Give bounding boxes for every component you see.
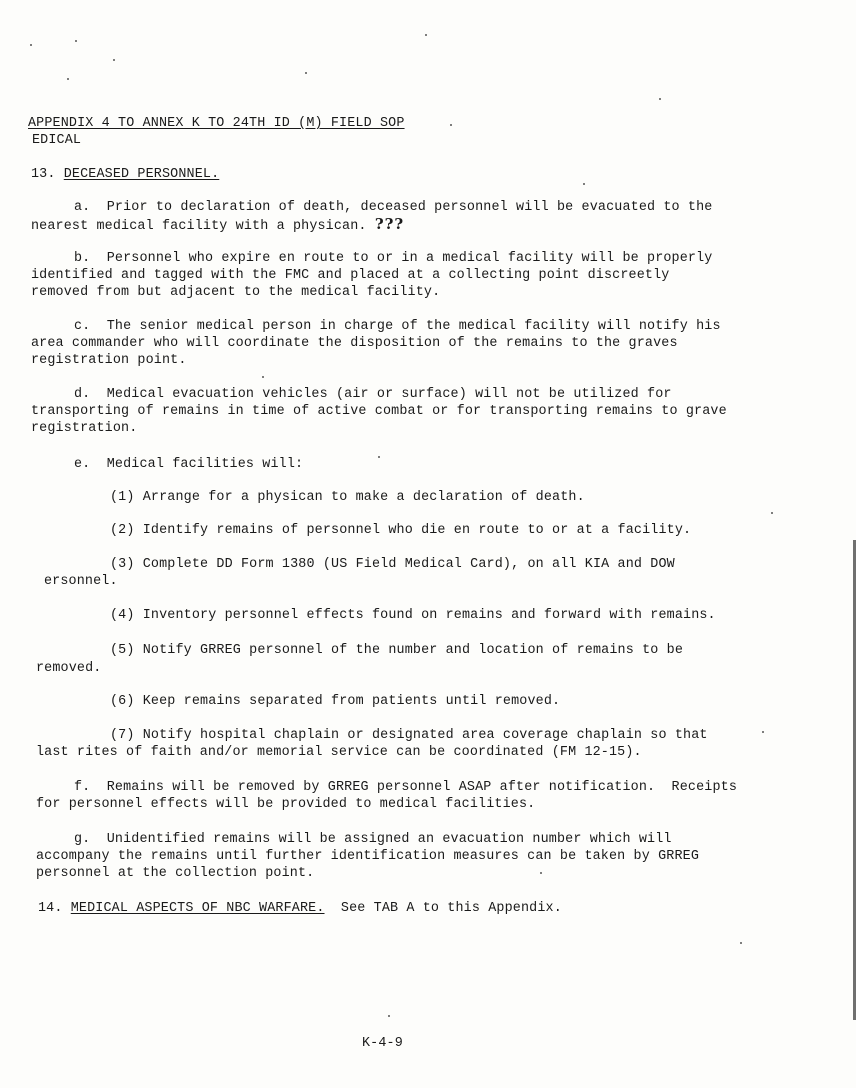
- sub-item-text: Keep remains separated from patients until removed.: [142, 694, 561, 709]
- sub-item-number: (6): [110, 694, 135, 709]
- sub-item-4: [110, 607, 716, 624]
- para-f-line-2: for personnel effects will be provided to medical facilities.: [36, 797, 536, 812]
- para-text: The senior medical person in charge of the medical facility will notify his: [106, 319, 721, 334]
- sub-item-2: [110, 522, 691, 539]
- scan-speck: [762, 731, 764, 733]
- para-label: b.: [74, 251, 91, 266]
- sub-item-text: Notify GRREG personnel of the number and location of remains to be: [142, 643, 684, 658]
- para-g-line-1: [74, 831, 672, 848]
- section-number: 14.: [38, 901, 63, 916]
- sub-item-text: Inventory personnel effects found on remains and forward with remains.: [142, 608, 716, 623]
- para-e-intro: [74, 456, 303, 473]
- section-title: MEDICAL ASPECTS OF NBC WARFARE.: [70, 901, 325, 916]
- para-label: f.: [74, 780, 91, 795]
- para-c-line-1: [74, 318, 721, 335]
- sub-item-text: Arrange for a physican to make a declaration of death.: [142, 490, 585, 505]
- handwritten-annotation: ???: [374, 215, 405, 233]
- para-d-line-2: transporting of remains in time of active combat or for transporting remains to grave: [31, 404, 727, 419]
- scan-speck: [425, 34, 427, 36]
- sub-item-3-line-2: ersonnel.: [44, 574, 118, 589]
- sub-item-text: Notify hospital chaplain or designated area coverage chaplain so that: [142, 728, 708, 743]
- section-title: DECEASED PERSONNEL.: [63, 167, 220, 182]
- scan-speck: [305, 72, 307, 74]
- section-number: 13.: [31, 167, 56, 182]
- para-text: Prior to declaration of death, deceased personnel will be evacuated to the: [106, 200, 713, 215]
- scan-speck: [67, 78, 69, 80]
- para-g-line-3: personnel at the collection point.: [36, 866, 315, 881]
- scan-speck: [378, 456, 380, 458]
- scan-speck: [583, 183, 585, 185]
- para-c-line-3: registration point.: [31, 353, 187, 368]
- section-13-heading: [31, 166, 219, 183]
- para-text: Unidentified remains will be assigned an evacuation number which will: [106, 832, 672, 847]
- sub-item-number: (3): [110, 557, 135, 572]
- para-b-line-1: [74, 250, 713, 267]
- scan-speck: [30, 44, 32, 46]
- sub-item-number: (4): [110, 608, 135, 623]
- scan-speck: [540, 872, 542, 874]
- scan-speck: [75, 40, 77, 42]
- para-text: Remains will be removed by GRREG personnel ASAP after notification. Receipts: [106, 780, 738, 795]
- sub-item-number: (5): [110, 643, 135, 658]
- scan-speck: [262, 376, 264, 378]
- para-d-line-1: [74, 386, 672, 403]
- sub-item-number: (1): [110, 490, 135, 505]
- scan-speck: [771, 512, 773, 514]
- para-label: c.: [74, 319, 91, 334]
- sub-item-number: (7): [110, 728, 135, 743]
- para-text: Personnel who expire en route to or in a medical facility will be properly: [106, 251, 713, 266]
- para-label: d.: [74, 387, 91, 402]
- para-g-line-2: accompany the remains until further identification measures can be taken by GRREG: [36, 849, 700, 864]
- sub-item-5-line-2: removed.: [36, 661, 102, 676]
- sub-item-7: [110, 727, 708, 744]
- scan-speck: [113, 59, 115, 61]
- page-number: K-4-9: [362, 1036, 403, 1051]
- para-label: g.: [74, 832, 91, 847]
- appendix-title: APPENDIX 4 TO ANNEX K TO 24TH ID (M) FIELD SOP: [28, 116, 405, 131]
- scan-speck: [450, 124, 452, 126]
- para-c-line-2: area commander who will coordinate the disposition of the remains to the graves: [31, 336, 678, 351]
- scan-speck: [659, 98, 661, 100]
- para-d-line-3: registration.: [31, 421, 138, 436]
- para-f-line-1: [74, 779, 737, 796]
- para-a-line-1: [74, 199, 713, 216]
- para-b-line-3: removed from but adjacent to the medical facility.: [31, 285, 441, 300]
- para-text: Medical facilities will:: [106, 457, 304, 472]
- para-label: e.: [74, 457, 91, 472]
- sub-item-number: (2): [110, 523, 135, 538]
- sub-item-text: Identify remains of personnel who die en route to or at a facility.: [142, 523, 692, 538]
- section-14-heading: [38, 900, 562, 917]
- section-text: See TAB A to this Appendix.: [340, 901, 562, 916]
- para-text: nearest medical facility with a physican.: [31, 219, 367, 234]
- scan-speck: [388, 1015, 390, 1017]
- sub-item-3: [110, 556, 675, 573]
- sub-item-text: Complete DD Form 1380 (US Field Medical Card), on all KIA and DOW: [142, 557, 675, 572]
- para-text: Medical evacuation vehicles (air or surface) will not be utilized for: [106, 387, 672, 402]
- scan-speck: [740, 942, 742, 944]
- sub-item-5: [110, 642, 683, 659]
- appendix-subtitle: EDICAL: [32, 133, 82, 148]
- sub-item-7-line-2: last rites of faith and/or memorial service can be coordinated (FM 12-15).: [36, 745, 642, 760]
- para-b-line-2: identified and tagged with the FMC and placed at a collecting point discreetly: [31, 268, 670, 283]
- para-a-line-2: [31, 216, 404, 235]
- para-label: a.: [74, 200, 91, 215]
- sub-item-6: [110, 693, 560, 710]
- sub-item-1: [110, 489, 585, 506]
